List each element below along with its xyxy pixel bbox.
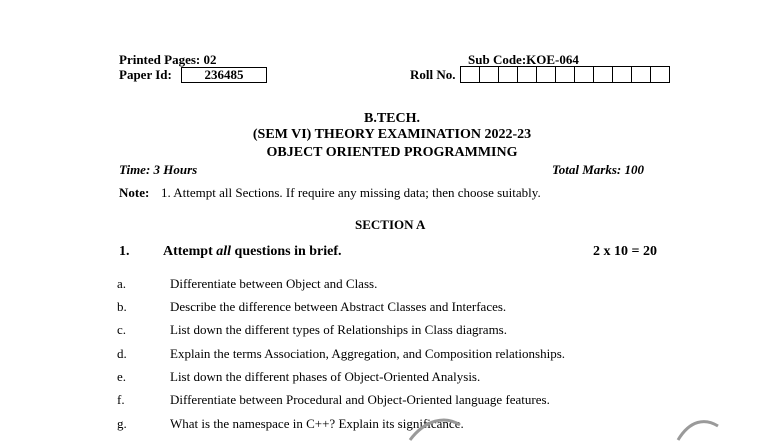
instruction-emphasis: all <box>216 244 232 259</box>
item-text: List down the different phases of Object-Oriented Analysis. <box>170 369 481 384</box>
note-label: Note: <box>119 185 150 200</box>
watermark-fragment-right <box>670 412 730 441</box>
question-marks: 2 x 10 = 20 <box>593 244 657 259</box>
item-label: f. <box>117 392 125 407</box>
roll-no-cell <box>593 66 613 83</box>
degree-title: B.TECH. <box>363 111 420 126</box>
item-label: d. <box>117 346 127 361</box>
item-label: e. <box>117 369 127 384</box>
item-text: Explain the terms Association, Aggregation, and Composition relationships. <box>170 346 566 361</box>
exam-title: (SEM VI) THEORY EXAMINATION 2022-23 <box>252 127 532 142</box>
paper-id-label: Paper Id: <box>119 67 172 82</box>
item-label: c. <box>117 322 127 337</box>
roll-no-cell <box>498 66 518 83</box>
item-text: Differentiate between Object and Class. <box>170 276 378 291</box>
instruction-prefix: Attempt <box>163 244 217 259</box>
roll-no-cell <box>631 66 651 83</box>
item-label: b. <box>117 299 127 314</box>
instruction-suffix: questions in brief. <box>231 244 342 259</box>
section-title: SECTION A <box>355 217 426 232</box>
exam-time: Time: 3 Hours <box>119 162 198 177</box>
question-instruction <box>163 244 342 260</box>
printed-pages: Printed Pages: 02 <box>119 52 217 67</box>
item-text: What is the namespace in C++? Explain its significance. <box>170 416 464 431</box>
item-text: List down the different types of Relationships in Class diagrams. <box>170 322 507 337</box>
roll-no-cell <box>536 66 556 83</box>
note-text: 1. Attempt all Sections. If require any missing data; then choose suitably. <box>161 185 541 200</box>
item-text: Differentiate between Procedural and Object-Oriented language features. <box>170 392 550 407</box>
total-marks: Total Marks: 100 <box>552 162 644 177</box>
item-label: g. <box>117 416 127 431</box>
paper-id-box: 236485 <box>181 67 267 83</box>
watermark-fragment-left <box>400 410 480 441</box>
roll-no-cell <box>555 66 575 83</box>
course-title: OBJECT ORIENTED PROGRAMMING <box>266 145 518 160</box>
item-label: a. <box>117 276 127 291</box>
roll-no-boxes <box>461 66 670 83</box>
roll-no-cell <box>460 66 480 83</box>
roll-no-cell <box>574 66 594 83</box>
item-text: Describe the difference between Abstract Classes and Interfaces. <box>170 299 507 314</box>
roll-no-cell <box>612 66 632 83</box>
subject-code: Sub Code:KOE-064 <box>468 52 579 67</box>
roll-no-cell <box>650 66 670 83</box>
roll-no-cell <box>479 66 499 83</box>
roll-no-label: Roll No. <box>410 67 456 82</box>
question-number: 1. <box>119 244 130 259</box>
roll-no-cell <box>517 66 537 83</box>
